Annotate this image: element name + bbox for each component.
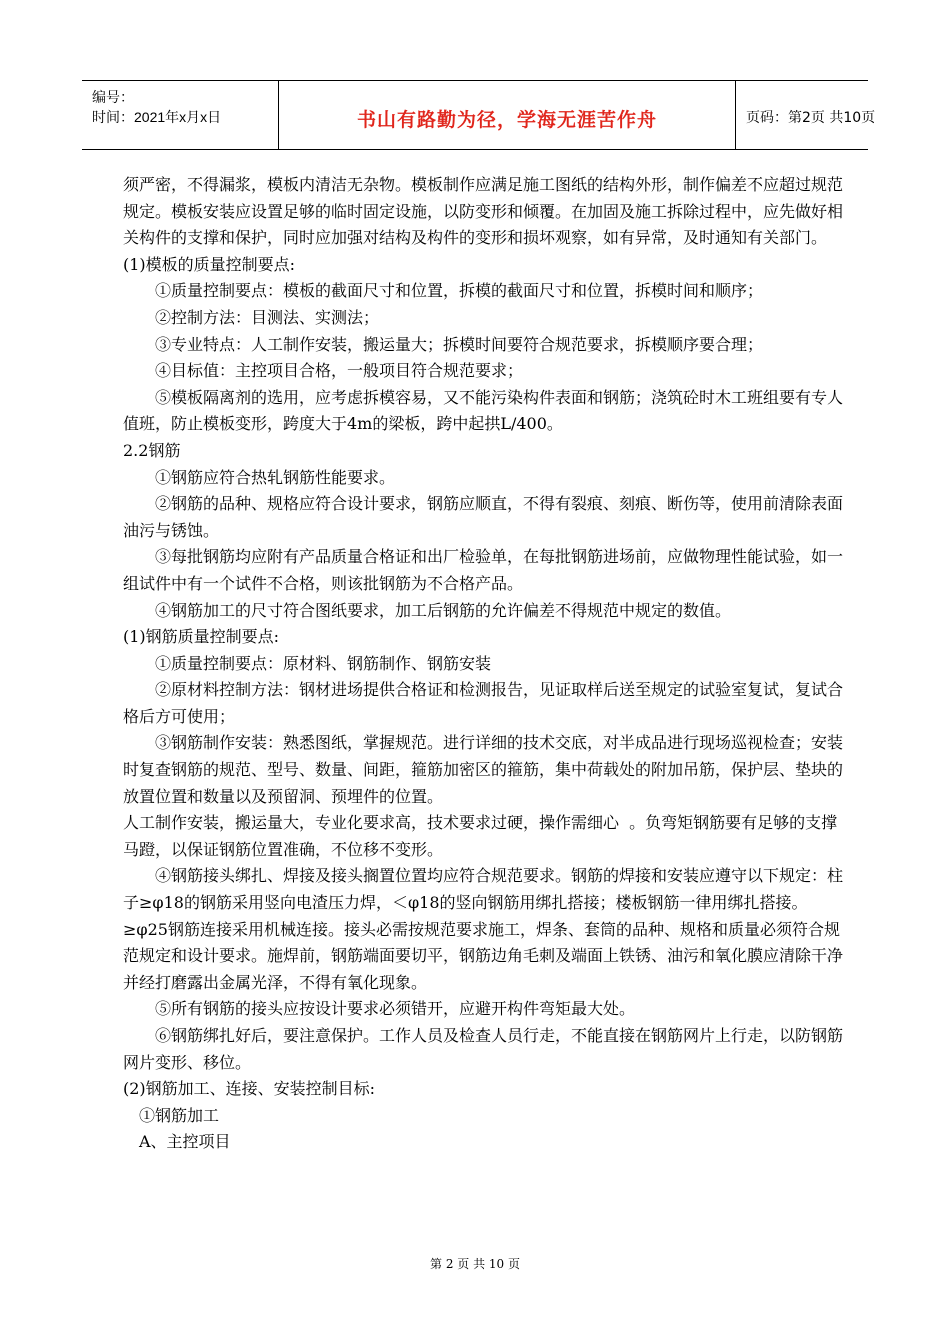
header-center-cell [278,81,736,149]
list-item: ①质量控制要点：原材料、钢筋制作、钢筋安装 [155,653,492,673]
list-item: ①质量控制要点：模板的截面尺寸和位置，拆模的截面尺寸和位置，拆模时间和顺序； [155,281,764,301]
document-number-label: 编号： [92,89,134,105]
list-item: ②钢筋的品种、规格应符合设计要求，钢筋应顺直，不得有裂痕、刻痕、断伤等，使用前清除表面油污与锈蚀。 [123,494,844,540]
section-heading: (1)钢筋质量控制要点: [123,627,280,647]
list-item: ④目标值：主控项目合格，一般项目符合规范要求； [155,361,524,381]
list-item: A、主控项目 [139,1132,231,1152]
list-item: ②控制方法：目测法、实测法； [155,307,380,327]
header-motto: 书山有路勤为径，学海无涯苦作舟 [356,109,657,131]
list-item: ⑤所有钢筋的接头应按设计要求必须错开，应避开构件弯矩最大处。 [155,999,636,1019]
list-item: ②原材料控制方法：钢材进场提供合格证和检测报告，见证取样后送至规定的试验室复试，复试合格后方可使用； [123,680,844,726]
list-item: ③专业特点：人工制作安装，搬运量大；拆模时间要符合规范要求，拆模顺序要合理； [155,334,764,354]
page-header [82,80,876,150]
list-item: ④钢筋加工的尺寸符合图纸要求，加工后钢筋的允许偏差不得规范中规定的数值。 [155,600,732,620]
header-right-cell [736,81,876,149]
list-item: ③钢筋制作安装：熟悉图纸，掌握规范。进行详细的技术交底，对半成品进行现场巡视检查；安装时复查钢筋的规范、型号、数量、间距，箍筋加密区的箍筋，集中荷载处的附加吊筋，保护层、垫块的放置位置和数量以及预留洞、预埋件的位置。 [123,733,844,806]
body-text [123,172,843,1156]
page-footer: 第 2 页 共 10 页 [430,1257,520,1271]
document-time-label: 时间：2021年x月x日 [92,109,222,125]
list-item: ④钢筋接头绑扎、焊接及接头搁置位置均应符合规范要求。钢筋的焊接和安装应遵守以下规定：柱子≥φ18的钢筋采用竖向电渣压力焊，＜φ18的竖向钢筋用绑扎搭接；楼板钢筋一律用绑扎搭接。≥φ25钢筋连接采用机械连接。接头必需按规范要求施工，焊条、套筒的品种、规格和质量必须符合规范规定和设计要求。施焊前，钢筋端面要切平，钢筋边角毛刺及端面上铁锈、油污和氧化膜应清除干净并经打磨露出金属光泽，不得有氧化现象。 [123,866,844,992]
list-item: ①钢筋应符合热轧钢筋性能要求。 [155,467,396,487]
section-heading: (1)模板的质量控制要点: [123,254,296,274]
list-item: ③每批钢筋均应附有产品质量合格证和出厂检验单，在每批钢筋进场前，应做物理性能试验，如一组试件中有一个试件不合格，则该批钢筋为不合格产品。 [123,547,844,593]
paragraph: 人工制作安装，搬运量大，专业化要求高，技术要求过硬，操作需细心 。负弯矩钢筋要有足够的支撑马蹬，以保证钢筋位置准确，不位移不变形。 [123,813,838,859]
list-item: ⑤模板隔离剂的选用，应考虑拆模容易，又不能污染构件表面和钢筋；浇筑砼时木工班组要有专人值班，防止模板变形，跨度大于4m的梁板，跨中起拱L/400。 [123,387,844,434]
paragraph: 须严密，不得漏浆，模板内清洁无杂物。模板制作应满足施工图纸的结构外形，制作偏差不应超过规范规定。模板安装应设置足够的临时固定设施，以防变形和倾覆。在加固及施工拆除过程中，应先做好相关构件的支撑和保护，同时应加强对结构及构件的变形和损坏观察，如有异常，及时通知有关部门。 [123,175,844,248]
list-item: ①钢筋加工 [139,1105,220,1125]
header-page-code: 页码：第2页 共10页 [746,110,876,126]
list-item: ⑥钢筋绑扎好后，要注意保护。工作人员及检查人员行走，不能直接在钢筋网片上行走，以防钢筋网片变形、移位。 [123,1026,844,1072]
section-heading: (2)钢筋加工、连接、安装控制目标: [123,1079,376,1099]
section-heading: 2.2钢筋 [123,440,181,460]
header-left-cell [82,81,278,149]
